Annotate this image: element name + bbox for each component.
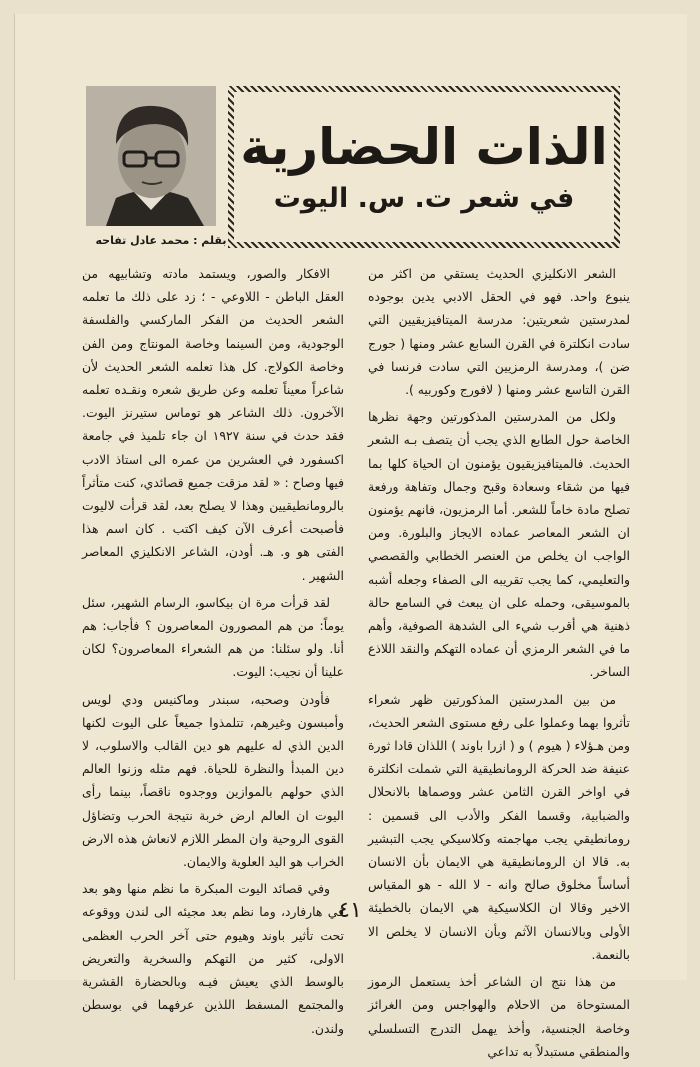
page-number: ٤١ xyxy=(338,898,362,923)
paragraph: لقد قرأت مرة ان بيكاسو، الرسام الشهير، سئل يوماً: من هم المصورون المعاصرون ؟ فأجاب: هم أنا. ولو سئلنا: من هم الشعراء المعاصرون؟ لكان علينا أن نجيب: اليوت. xyxy=(82,594,344,680)
column-left xyxy=(82,262,344,1044)
paragraph: من بين المدرستين المذكورتين ظهر شعراء تأثروا بهما وعملوا على رفع مستوى الشعر الحديث، ومن هـؤلاء ( هيوم ) و ( ازرا باوند ) اللذان قادا ثورة عنيفة ضد الحركة الرومانطيقية التي شملت انكلترة في اواخر القرن الثامن عشر ووصماها بالانحلال والضبابية، وقسما الفكر والأدب الى قسمين : رومانطيقي يجب مهاجمته وكلاسيكي يجب التبشير به. قالا ان الرومانطيقية هي الايمان بأن الانسان أساساً مخلوق صالح وانه - لا الله - هو المقياس الاخير وقالا ان الكلاسيكية هي الايمان بالخطيئة الأولى وبالانسان الآثم وبأن الانسان لا يخلص الا بالنعمة. xyxy=(368,691,630,962)
paragraph: الشعر الانكليزي الحديث يستقي من اكثر من ينبوع واحد. فهو في الحقل الادبي يدين بوجوده لمدرستين شعريتين: مدرسة الميتافيزيقيين التي سادت انكلترة في القرن السابع عشر ومنها ( جورج ضن )، ومدرسة الرمزيين التي سادت فرنسا في القرن التاسع عشر ومنها ( لافورج وكوربيه ). xyxy=(368,266,630,398)
author-portrait-icon xyxy=(86,86,216,226)
title-block xyxy=(234,92,614,242)
paragraph: الافكار والصور، ويستمد مادته وتشابيهه من العقل الباطن - اللاوعي - ؛ زد على ذلك ما تعلمه الشعر الحديث من الفكر الماركسي والفلسفة الوجودية، ومن السينما وخاصة المونتاج ومن الفن وخاصة الكولاج. كل هذا تعلمه الشعر الحديث لأن شاعراً معيناً تعلمه وعن طريق شعره ونقـده تعلمه الآخرون. ذلك الشاعر هو توماس ستيرنز اليوت. فقد حدث في سنة ١٩٢٧ ان جاء تلميذ في جامعة اكسفورد في العشرين من عمره الى استاذ الادب فيها وصاح : « لقد مزقت جميع قصائدي، كنت متأثراً بالرومانطيقيين وهذا لا يصلح بعد، لقد قرأت لاليوت فأصبحت أعرف الآن كيف اكتب . كان اسم هذا الفتى هو و. هـ. أودن، الشاعر الانكليزي المعاصر الشهير . xyxy=(82,266,344,583)
paragraph: ولكل من المدرستين المذكورتين وجهة نظرها الخاصة حول الطابع الذي يجب أن يتصف بـه الشعر الحديث. فالميتافيزيقيون يؤمنون ان الحياة كلها بما فيها من شقاء وسعادة وقبح وجمال وتفاهة ورفعة تصلح مادة خاماً للشعر. أما الرمزيون، فانهم يؤمنون ان الشعر المعاصر عماده الايجاز والبلورة. ومن الواجب ان يخلص من العنصر الخطابي والقصصي والتعليمي، كما يجب تقريبه الى الصفاء وجعله أشبه بالموسيقى، وحمله على ان يبعث في السامع حالة ذهنية هي أقرب شيء الى الشدهة الصوفية، وأهم ما في الشعر الرمزي أن عماده التهكم والنقد اللاذع الساخر. xyxy=(368,409,630,680)
title-frame xyxy=(228,86,620,248)
paragraph: من هذا نتج ان الشاعر أخذ يستعمل الرموز المستوحاة من الاحلام والهواجس ومن الغرائز وخاصة الجنسية، وأخذ يهمل التدرج التسلسلي والمنطقي مستبدلاً به تداعي xyxy=(368,974,630,1059)
article-subtitle: في شعر ت. س. اليوت xyxy=(273,183,575,214)
column-right xyxy=(368,262,630,1067)
author-photo xyxy=(86,86,216,226)
paragraph: وفي قصائد اليوت المبكرة ما نظم منها وهو بعد في هارفارد، وما نظم بعد مجيئه الى لندن ووقوعه تحت تأثير باوند وهيوم حتى آخر الحرب العظمى الاولى، كثير من التهكم والسخرية والتعريض بالوسط الذي يعيش فيـه وبالحضارة القشرية والمجتمع المسفط اللذين عرفهما في بوسطن ولندن. xyxy=(82,881,344,1036)
paragraph: فأودن وصحبه، سبندر وماكنيس ودي لويس وأمبسون وغيرهم، تتلمذوا جميعاً على اليوت لكنها الدين الذي له عليهم هو دين القالب والاسلوب، لا دين المبدأ والنظرة للحياة. فهم مثله وزنوا العالم الذي حولهم بالموازين ووجدوه ناقصاً، بينما رأى اليوت ان العالم ارض خربة نتيجة الحرب وتضاؤل القوى الروحية وان المطر اللازم لانعاش هذه الارض الخراب هو اليد العلوية والايمان. xyxy=(82,691,344,870)
article-byline: بقلم : محمد عادل تفاحه xyxy=(95,234,227,247)
article-title: الذات الحضارية xyxy=(240,118,608,176)
